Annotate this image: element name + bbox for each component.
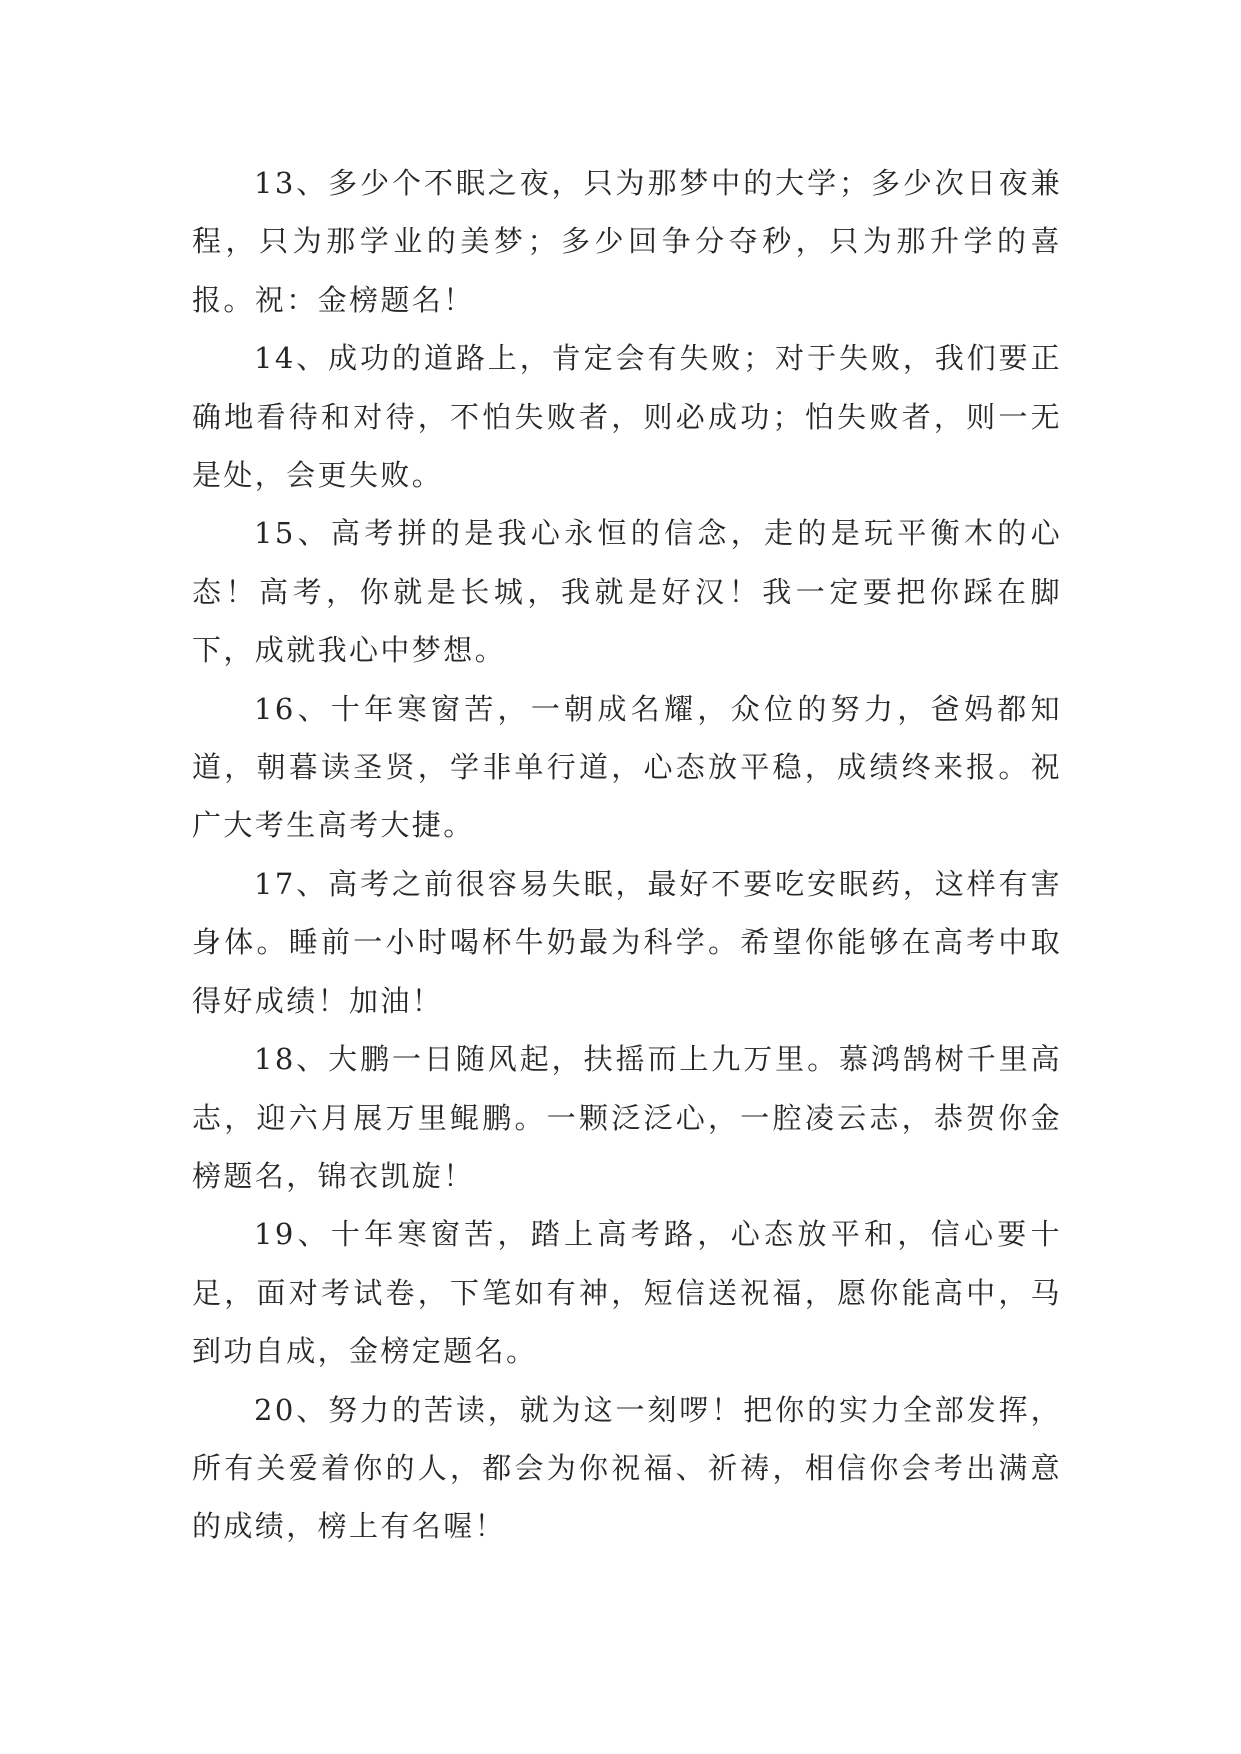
- paragraph-15: 15、高考拼的是我心永恒的信念，走的是玩平衡木的心态！高考，你就是长城，我就是好汉！我一定要把你踩在脚下，成就我心中梦想。: [192, 516, 1062, 668]
- paragraph-13: 13、多少个不眠之夜，只为那梦中的大学；多少次日夜兼程，只为那学业的美梦；多少回争分夺秒，只为那升学的喜报。祝：金榜题名！: [192, 166, 1062, 317]
- paragraph-19: 19、十年寒窗苦，踏上高考路，心态放平和，信心要十足，面对考试卷，下笔如有神，短信送祝福，愿你能高中，马到功自成，金榜定题名。: [192, 1217, 1062, 1369]
- paragraph-14: 14、成功的道路上，肯定会有失败；对于失败，我们要正确地看待和对待，不怕失败者，则必成功；怕失败者，则一无是处，会更失败。: [192, 341, 1062, 493]
- paragraph-20: 20、努力的苦读，就为这一刻啰！把你的实力全部发挥，所有关爱着你的人，都会为你祝福、祈祷，相信你会考出满意的成绩，榜上有名喔！: [192, 1392, 1062, 1544]
- paragraph-16: 16、十年寒窗苦，一朝成名耀，众位的努力，爸妈都知道，朝暮读圣贤，学非单行道，心态放平稳，成绩终来报。祝广大考生高考大捷。: [192, 691, 1062, 843]
- paragraph-18: 18、大鹏一日随风起，扶摇而上九万里。慕鸿鹄树千里高志，迎六月展万里鲲鹏。一颗泛泛心，一腔凌云志，恭贺你金榜题名，锦衣凯旋！: [192, 1042, 1062, 1193]
- document-body: [192, 154, 1062, 1556]
- paragraph-17: 17、高考之前很容易失眠，最好不要吃安眠药，这样有害身体。睡前一小时喝杯牛奶最为科学。希望你能够在高考中取得好成绩！加油！: [192, 866, 1062, 1018]
